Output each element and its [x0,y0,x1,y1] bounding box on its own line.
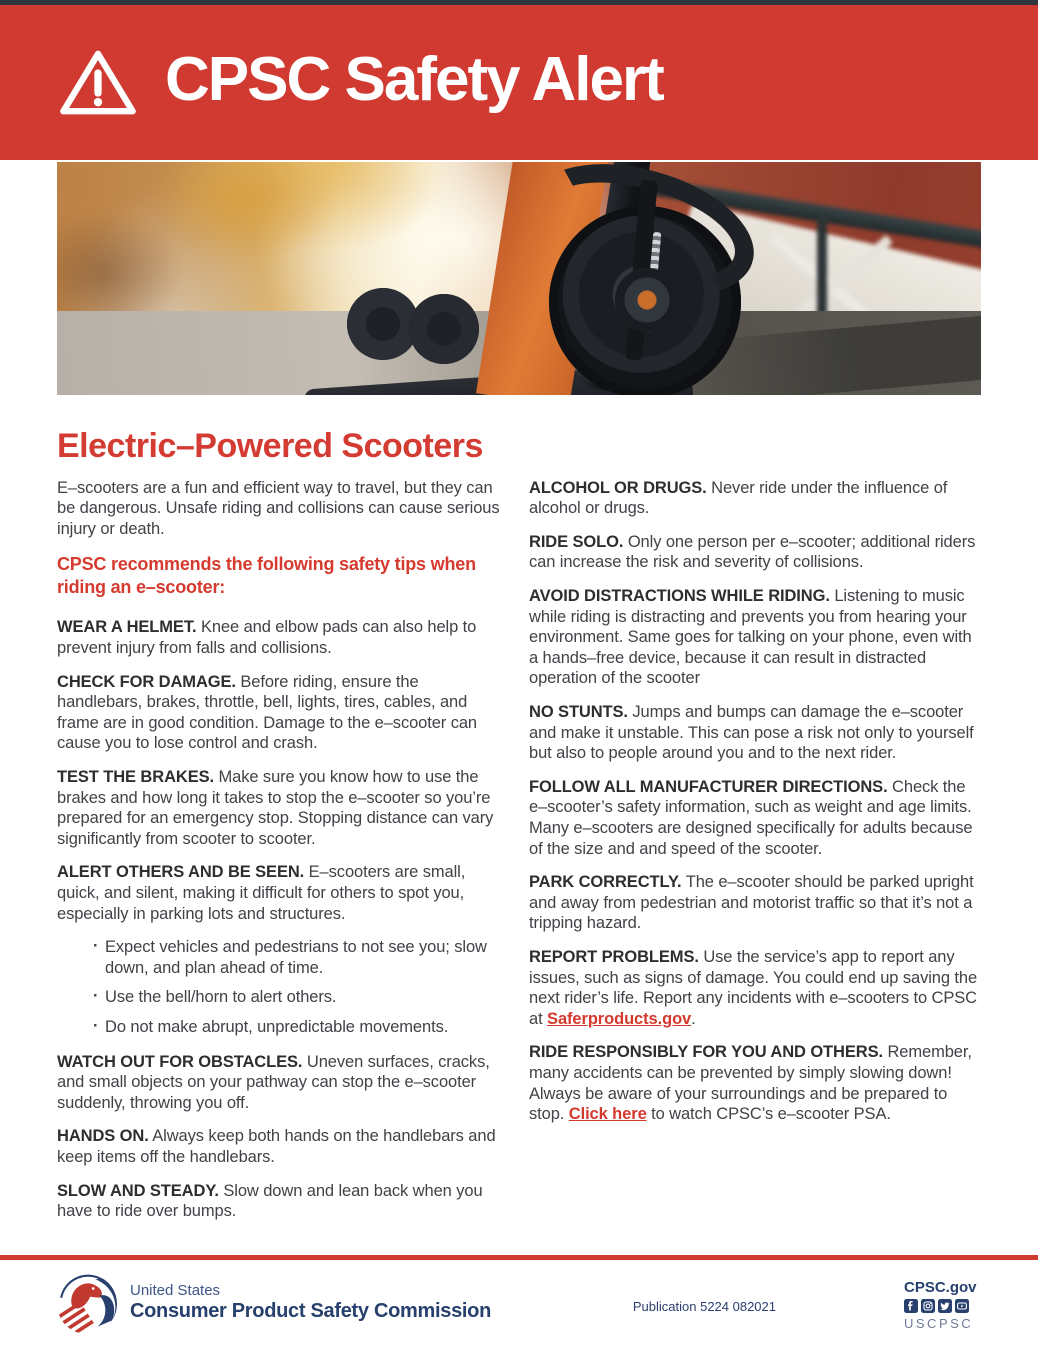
tip-bullet-list [57,937,500,1037]
saferproducts-link[interactable]: Saferproducts.gov [547,1009,692,1028]
photo-foreground-layer [57,162,981,395]
tip-text: Never ride under the influence of alcohol or drugs. [529,478,948,518]
tip-lead: SLOW AND STEADY. [57,1181,219,1200]
agency-line-commission: Consumer Product Safety Commission [130,1300,491,1322]
tip-lead: WATCH OUT FOR OBSTACLES. [57,1052,303,1071]
safety-tip [57,767,500,849]
page-title: CPSC Safety Alert [165,44,663,114]
tip-text: Slow down and lean back when you have to ride over bumps. [57,1181,483,1221]
warning-triangle-icon [57,47,139,119]
safety-tip [529,947,985,1029]
tip-lead: ALERT OTHERS AND BE SEEN. [57,863,305,882]
right-column-tips [529,478,985,1125]
tip-lead: RIDE RESPONSIBLY FOR YOU AND OTHERS. [529,1043,883,1062]
tip-text: Uneven surfaces, cracks, and small objects on your pathway can stop the e–scooter suddenly, throwing you off. [57,1052,490,1112]
tip-lead: PARK CORRECTLY. [529,873,682,892]
tip-lead: ALCOHOL OR DRUGS. [529,478,707,497]
instagram-icon[interactable] [921,1299,935,1313]
tip-lead: FOLLOW ALL MANUFACTURER DIRECTIONS. [529,777,888,796]
bullet-item: · Expect vehicles and pedestrians to not see you; slow down, and plan ahead of time. [57,937,500,978]
tip-text: Jumps and bumps can damage the e–scooter and make it unstable. This can pose a risk not only to yourself but also to people around you and to the next rider. [529,703,974,763]
section-heading: Electric–Powered Scooters [57,427,483,465]
safety-tip [529,777,985,859]
tip-text: to watch CPSC’s e–scooter PSA. [646,1105,891,1124]
tip-lead: WEAR A HELMET. [57,618,197,637]
bullet-item: · Use the bell/horn to alert others. [57,987,500,1008]
main-content [0,429,1038,1235]
tip-lead: REPORT PROBLEMS. [529,947,699,966]
intro-paragraph: E–scooters are a fun and efficient way to travel, but they can be dangerous. Unsafe riding and collisions can cause serious injury or death. [57,478,500,538]
tip-lead: AVOID DISTRACTIONS WHILE RIDING. [529,587,830,606]
safety-tip [57,672,500,754]
facebook-icon[interactable] [904,1299,918,1313]
social-handle: USCPSC [904,1316,974,1331]
safety-tip [57,1052,500,1114]
safety-tip [57,862,500,924]
photo-rear-wheel [347,288,419,360]
tip-lead: TEST THE BRAKES. [57,768,214,787]
youtube-icon[interactable] [955,1299,969,1313]
tip-lead: NO STUNTS. [529,703,628,722]
twitter-icon[interactable] [938,1299,952,1313]
tip-text: Listening to music while riding is distracting and prevents you from hearing your environment. Same goes for talking on your phone, even with a hands–free device, because it can result in distracted operation of the scooter [529,587,972,688]
safety-tip [529,702,985,764]
safety-tip [529,478,985,519]
tip-lead: CHECK FOR DAMAGE. [57,672,236,691]
footer-links-block [904,1280,980,1331]
publication-number: Publication 5224 082021 [632,1299,776,1314]
tip-text: . [691,1009,696,1028]
page-footer [0,1255,1038,1335]
social-icons-row [904,1299,980,1313]
tip-lead: HANDS ON. [57,1127,149,1146]
tip-text: Always keep both hands on the handlebars and keep items off the handlebars. [57,1127,496,1166]
agency-line-united-states: United States [130,1282,221,1299]
tip-text: E–scooters are small, quick, and silent, making it difficult for others to spot you, especially in parking lots and structures. [57,863,466,923]
tip-text: Make sure you know how to use the brakes and how long it takes to stop the e–scooter so you’re prepared for an emergency stop. Stopping distance can vary significantly from scooter to scooter. [57,768,494,848]
left-column-tips [57,617,500,1221]
safety-tip [529,872,985,934]
safety-tip [57,1126,500,1167]
photo-rear-wheel [409,294,479,364]
tip-text: Use the service’s app to report any issues, such as signs of damage. You could end up saving the next rider’s life. Report any incidents with e–scooters to CPSC at [529,947,978,1028]
tip-text: Remember, many accidents can be prevented by simply slowing down! Always be aware of your surroundings and be prepared to stop. [529,1043,972,1124]
tip-text: Knee and elbow pads can also help to prevent injury from falls and collisions. [57,618,477,658]
bullet-item: · Do not make abrupt, unpredictable movements. [57,1017,500,1038]
left-column [57,478,500,1235]
safety-tip [529,1042,985,1124]
cpsc-gov-link[interactable]: CPSC.gov [904,1279,977,1296]
safety-tip [529,532,985,573]
tips-subheading: CPSC recommends the following safety tips when riding an e–scooter: [57,554,476,598]
tip-text: Before riding, ensure the handlebars, brakes, throttle, bell, lights, tires, cables, and frame are in good condition. Damage to the e–scooter can cause you to lose control and crash. [57,672,477,753]
safety-tip [57,1181,500,1222]
tip-text: The e–scooter should be parked upright and away from pedestrian and motorist traffic so that it’s not a tripping hazard. [529,873,974,933]
escooter-photo [57,162,981,395]
click-here-link[interactable]: Click here [568,1105,647,1124]
safety-tip [529,586,985,689]
tip-text: Check the e–scooter’s safety information, such as weight and age limits. Many e–scooters are designed specifically for adults because of the size and and speed of the scooter. [529,777,973,858]
two-column-layout [57,478,985,1235]
tip-text: Only one person per e–scooter; additional riders can increase the risk and severity of collisions. [529,532,976,572]
alert-banner [0,5,1038,160]
tip-lead: RIDE SOLO. [529,532,624,551]
photo-wheel-hub [615,268,679,332]
safety-tip [57,617,500,658]
cpsc-logo [56,1273,118,1335]
right-column [529,478,985,1138]
agency-name-block [130,1273,491,1323]
